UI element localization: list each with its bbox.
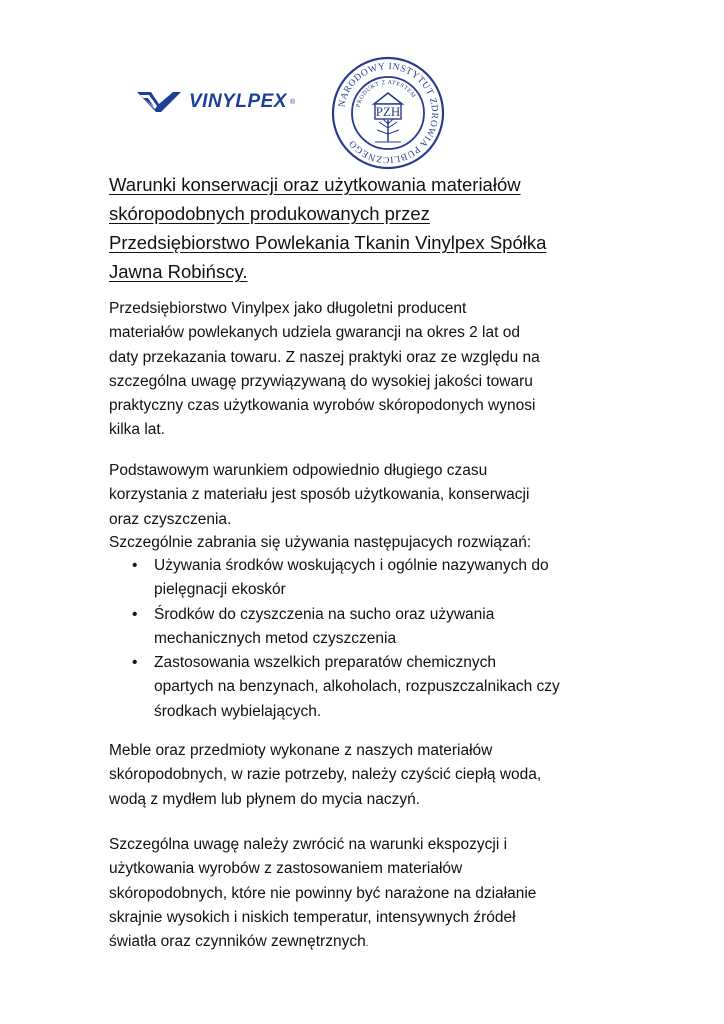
text-line: szczególna uwagę przywiązywaną do wysokiej jakości towaru — [109, 372, 533, 390]
usage-conditions-paragraph — [109, 459, 619, 532]
seal-inner-text: PRODUKT Z ATESTEM — [355, 79, 417, 109]
page-header — [0, 0, 724, 165]
text-line: Zastosowania wszelkich preparatów chemicznych — [154, 654, 497, 672]
text-line: światła oraz czynników zewnętrznych — [109, 933, 366, 951]
pzh-seal-icon — [331, 56, 445, 170]
list-item — [109, 603, 629, 652]
text-line: daty przekazania towaru. Z naszej praktyki oraz ze względu na — [109, 348, 540, 366]
text-line: wodą z mydłem lub płynem do mycia naczyń. — [109, 790, 420, 808]
exposure-paragraph — [109, 833, 619, 956]
bullet-icon: • — [132, 557, 138, 574]
text-line: pielęgnacji ekoskór — [154, 581, 286, 599]
text-line: materiałów powlekanych udziela gwarancji na okres 2 lat od — [109, 324, 520, 342]
paragraph-end-dot: . — [365, 938, 369, 950]
bullet-icon: • — [132, 605, 138, 623]
prohibitions-intro: Szczególnie zabrania się używania następujacych rozwiązań: — [109, 534, 532, 551]
text-line: środkach wybielających. — [154, 702, 322, 720]
text-line: skóropodobnych, które nie powinny być narażone na działanie — [109, 884, 537, 902]
text-line: Używania środków woskujących i ogólnie nazywanych do — [154, 557, 549, 574]
text-line: Środków do czyszczenia na sucho oraz używania — [154, 605, 495, 623]
title-line: Warunki konserwacji oraz użytkowania materiałów — [109, 174, 521, 195]
title-line: skóropodobnych produkowanych przez — [109, 203, 430, 224]
text-line: oraz czyszczenia. — [109, 510, 232, 528]
text-line: mechanicznych metod czyszczenia — [154, 629, 397, 647]
vinylpex-logo-text: VINYLPEX — [189, 91, 287, 112]
text-line: Meble oraz przedmioty wykonane z naszych materiałów — [109, 742, 493, 759]
vinylpex-logo — [137, 90, 295, 114]
text-line: korzystania z materiału jest sposób użytkowania, konserwacji — [109, 486, 530, 504]
text-line: skrajnie wysokich i niskich temperatur, intensywnych źródeł — [109, 908, 516, 926]
text-line: Szczególna uwagę należy zwrócić na warunki ekspozycji i — [109, 836, 508, 853]
prohibitions-list — [109, 554, 629, 724]
list-item — [109, 651, 629, 724]
text-line: opartych na benzynach, alkoholach, rozpuszczalnikach czy — [154, 678, 560, 696]
title-line: Jawna Robińscy. — [109, 261, 248, 282]
text-line: Przedsiębiorstwo Vinylpex jako długoletni producent — [109, 300, 467, 317]
vinylpex-v-mark-icon — [137, 91, 181, 113]
text-line: skóropodobnych, w razie potrzeby, należy czyścić ciepłą woda, — [109, 766, 542, 784]
seal-ring-text: NARODOWY INSTYTUT ZDROWIA PUBLICZNEGO — [337, 61, 440, 165]
registered-mark: ® — [289, 98, 296, 106]
text-line: praktyczny czas użytkowania wyrobów skóropodonych wynosi — [109, 397, 536, 415]
text-line: Podstawowym warunkiem odpowiednio długiego czasu — [109, 462, 488, 479]
bullet-icon: • — [132, 654, 138, 672]
cleaning-paragraph — [109, 739, 619, 812]
list-item — [109, 554, 629, 603]
seal-center-text: PZH — [375, 104, 401, 119]
text-line: kilka lat. — [109, 421, 165, 439]
title-line: Przedsiębiorstwo Powlekania Tkanin Vinylpex Spółka — [109, 232, 547, 253]
document-title — [109, 170, 609, 286]
text-line: użytkowania wyrobów z zastosowaniem materiałów — [109, 860, 463, 878]
warranty-paragraph — [109, 297, 619, 443]
